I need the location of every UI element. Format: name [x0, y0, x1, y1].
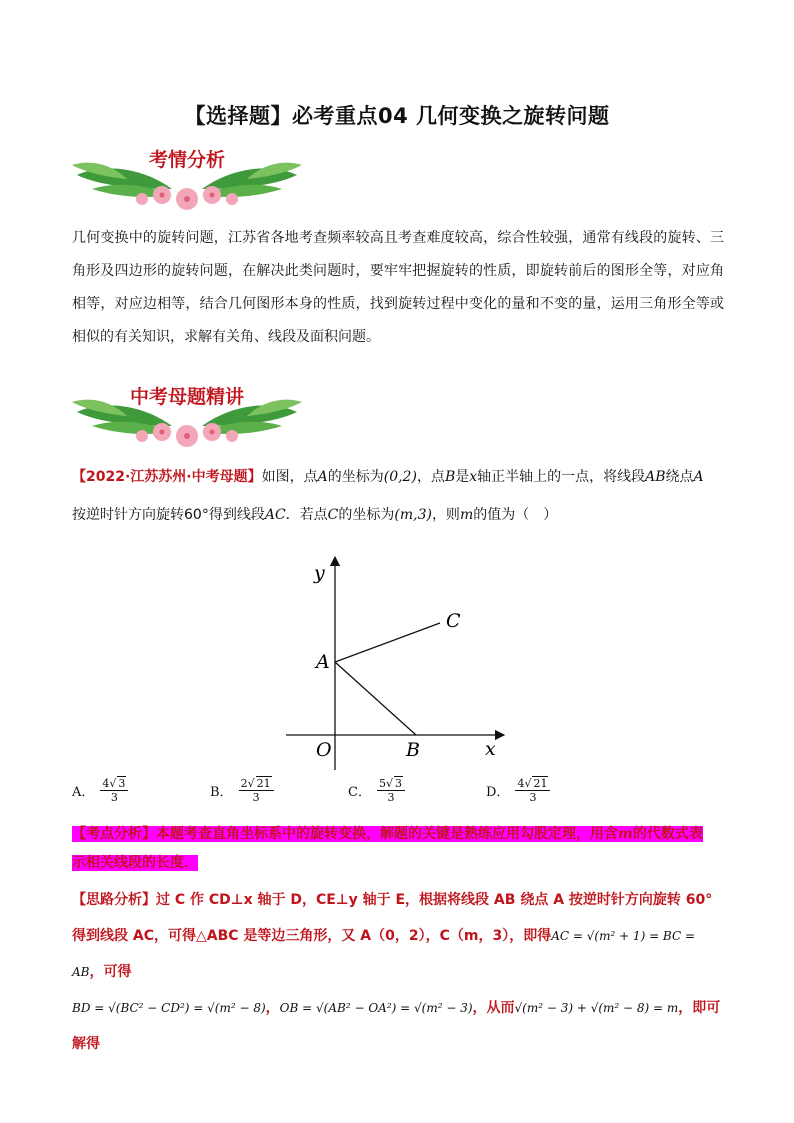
- math-var: C: [327, 507, 339, 523]
- text: 轴正半轴上的一点，将线段: [477, 469, 646, 485]
- choice-letter: C．: [348, 785, 371, 800]
- thinking-label: 【思路分析】: [72, 892, 156, 908]
- coordinate-diagram: [280, 555, 510, 775]
- formula: √(m² − 3) + √(m² − 8) = m: [514, 1001, 679, 1015]
- text: 绕点: [665, 469, 694, 485]
- text: ，点: [416, 469, 445, 485]
- coef: 5: [378, 777, 386, 790]
- radicand: 21: [256, 777, 271, 790]
- math-var: AC: [264, 507, 286, 523]
- label-B: B: [406, 739, 420, 761]
- analysis-label: 【考点分析】: [72, 826, 156, 842]
- choice-fraction: $\frac{4√ 3}{3}$: [100, 777, 128, 804]
- denominator: 3: [252, 791, 260, 804]
- coef: 2: [240, 777, 248, 790]
- text: 是: [455, 469, 470, 485]
- geometry-figure: [280, 555, 510, 779]
- choice-letter: D．: [486, 785, 510, 800]
- problem-line-2: [72, 496, 724, 534]
- choice-D[interactable]: [486, 777, 550, 804]
- answer-choices: [72, 777, 724, 817]
- choice-letter: B．: [210, 785, 233, 800]
- formula: AC = √(m² + 1) = BC = AB: [72, 929, 696, 979]
- text: 的坐标为: [327, 469, 384, 485]
- segment-AB: [335, 662, 416, 735]
- label-x: x: [485, 738, 496, 760]
- label-C: C: [446, 610, 461, 632]
- math-var: m: [618, 826, 633, 842]
- text: ．若点: [285, 507, 328, 523]
- choice-A[interactable]: [72, 777, 128, 804]
- math-var: A: [317, 469, 328, 485]
- banner-label: 中考母题精讲: [129, 386, 244, 408]
- choice-fraction: $\frac{2√ 21}{3}$: [239, 777, 274, 804]
- thinking-text: ，: [265, 1000, 280, 1016]
- key-point-analysis: [72, 820, 712, 878]
- thinking-text: ，可得: [89, 964, 132, 980]
- denominator: 3: [387, 791, 395, 804]
- solution-thinking: [72, 882, 724, 1062]
- choice-fraction: $\frac{5√ 3}{3}$: [377, 777, 405, 804]
- thinking-text: ，即可解得: [72, 1000, 721, 1052]
- math-var: A: [693, 469, 704, 485]
- label-O: O: [316, 739, 332, 761]
- section-banner-analysis: [72, 145, 302, 211]
- segment-AC: [335, 623, 440, 662]
- problem-source: 【2022·江苏苏州·中考母题】: [72, 469, 262, 485]
- label-y: y: [314, 562, 325, 584]
- denominator: 3: [529, 791, 537, 804]
- choice-fraction: $\frac{4√ 21}{3}$: [515, 777, 550, 804]
- choice-C[interactable]: [348, 777, 405, 804]
- radicand: 3: [118, 777, 126, 790]
- formula: BD = √(BC² − CD²) = √(m² − 8): [72, 1001, 266, 1015]
- math-var: m: [459, 507, 474, 523]
- text: 的坐标为: [338, 507, 395, 523]
- thinking-text: 过 C 作 CD⊥x 轴于 D，CE⊥y 轴于 E，根据将线段 AB 绕点 A 按逆时针方向旋转 60°得到线段 AC，可得△ABC 是等边三角形，又 A（0，2），C（m，3），即得: [72, 892, 713, 944]
- choice-letter: A．: [72, 785, 95, 800]
- section-banner-example: [72, 382, 302, 448]
- radicand: 3: [394, 777, 402, 790]
- coef: 4: [517, 777, 525, 790]
- radicand: 21: [533, 777, 548, 790]
- coef: 4: [102, 777, 110, 790]
- math-coord: (0,2): [383, 469, 417, 485]
- math-var: x: [469, 469, 478, 485]
- page-title: 【选择题】必考重点04 几何变换之旋转问题: [184, 104, 610, 128]
- choice-B[interactable]: [210, 777, 274, 804]
- text: ，则: [431, 507, 460, 523]
- formula: OB = √(AB² − OA²) = √(m² − 3): [279, 1001, 473, 1015]
- problem-statement: [72, 458, 724, 534]
- math-var: AB: [645, 469, 666, 485]
- problem-line-1: [72, 458, 724, 496]
- math-var: B: [444, 469, 456, 485]
- math-coord: (m,3): [394, 507, 432, 523]
- analysis-text: 本题考查直角坐标系中的旋转变换，解题的关键是熟练应用勾股定理，用含: [156, 826, 618, 842]
- text: 按逆时针方向旋转60°得到线段: [72, 507, 265, 523]
- text: 的值为（ ）: [473, 507, 558, 523]
- thinking-text: ，从而: [472, 1000, 515, 1016]
- banner-label: 考情分析: [148, 149, 225, 171]
- intro-paragraph: 几何变换中的旋转问题，江苏省各地考查频率较高且考查难度较高，综合性较强，通常有线段的旋转、三角形及四边形的旋转问题，在解决此类问题时，要牢牢把握旋转的性质，即旋转前后的图形全等，对应角相等，对应边相等，结合几何图形本身的性质，找到旋转过程中变化的量和不变的量，运用三角形全等或相似的有关知识，求解有关角、线段及面积问题。: [72, 230, 724, 345]
- label-A: A: [316, 651, 330, 673]
- denominator: 3: [110, 791, 118, 804]
- text: 如图，点: [261, 469, 318, 485]
- analysis-text: 的代数式表示相关线段的长度．: [72, 826, 703, 871]
